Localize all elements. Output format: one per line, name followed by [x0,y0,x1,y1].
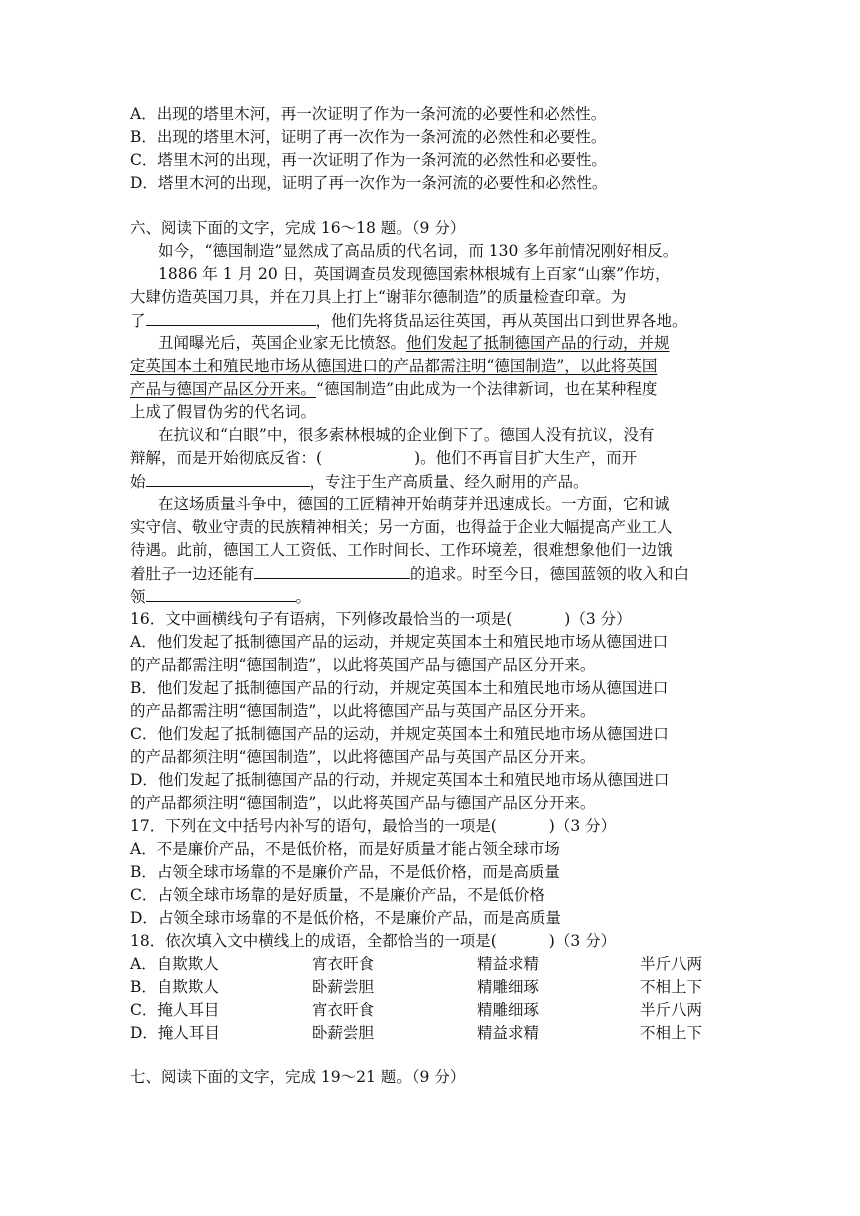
passage-text: 领 [130,588,146,606]
passage-text: ，专注于生产高质量、经久耐用的产品。 [309,473,589,491]
passage-text: 着肚子一边还能有 [130,565,255,583]
idiom-cell: 精雕细琢 [477,978,540,996]
passage-line [130,378,657,400]
prev-option-d: D．塔里木河的出现，证明了再一次作为一条河流的必要性和必然性。 [130,174,608,192]
idiom-cell: 卧薪尝胆 [312,978,375,996]
idiom-cell: 半斤八两 [640,1001,703,1019]
passage-line: 如今，“德国制造”显然成了高品质的代名词，而 130 多年前情况刚好相反。 [158,242,679,260]
passage-line: 实守信、敬业守责的民族精神相关；另一方面，也得益于企业大幅提高产业工人 [130,518,673,536]
question-18-stem [130,930,616,952]
fill-blank-4[interactable] [146,585,296,602]
passage-line [130,355,657,377]
idiom-cell: 宵衣旰食 [312,1001,375,1019]
idiom-cell: 宵衣旰食 [312,955,375,973]
passage-text: 始 [130,473,146,491]
passage-line [130,562,689,584]
q16-option-line: 的产品都须注明“德国制造”，以此将英国产品与德国产品区分开来。 [130,794,596,812]
passage-line [158,332,670,354]
idiom-cell: D．掩人耳目 [130,1024,220,1042]
prev-option-a: A．出现的塔里木河，再一次证明了作为一条河流的必要性和必然性。 [130,105,607,123]
passage-text: )。他们不再盲目扩大生产，而开 [414,449,638,467]
passage-line [130,585,311,607]
q17-option-a: A．不是廉价产品，不是低价格，而是好质量才能占领全球市场 [130,840,560,858]
fill-blank-3[interactable] [254,562,410,579]
passage-line [130,447,637,469]
q16-option-line: 的产品都需注明“德国制造”，以此将英国产品与德国产品区分开来。 [130,656,596,674]
idiom-cell: 精雕细琢 [477,1001,540,1019]
q16-option-line: 的产品都需注明“德国制造”，以此将德国产品与英国产品区分开来。 [130,702,596,720]
q16-option-line: 的产品都须注明“德国制造”，以此将德国产品与英国产品区分开来。 [130,748,596,766]
prev-option-b: B．出现的塔里木河，证明了再一次作为一条河流的必然性和必要性。 [130,128,607,146]
q16-option-line: A．他们发起了抵制德国产品的运动，并规定英国本土和殖民地市场从德国进口 [130,633,669,651]
idiom-cell: 精益求精 [477,1024,540,1042]
question-score: )（3 分） [548,932,617,950]
passage-text: ，他们先将货品运往英国，再从英国出口到世界各地。 [315,312,688,330]
underlined-sentence: 他们发起了抵制德国产品的行动，并规 [406,334,670,352]
q16-option-line: B．他们发起了抵制德国产品的行动，并规定英国本土和殖民地市场从德国进口 [130,679,669,697]
question-score: )（3 分） [564,610,632,628]
question-text: 18．依次填入文中横线上的成语，全都恰当的一项是( [130,932,497,950]
fill-blank-1[interactable] [146,309,316,326]
idiom-cell: 精益求精 [477,955,540,973]
passage-line: 待遇。此前，德国工人工资低、工作时间长、工作环境差，很难想象他们一边饿 [130,541,673,559]
passage-text: 丑闻曝光后，英国企业家无比愤怒。 [158,334,407,352]
passage-text: 的追求。时至今日，德国蓝领的收入和白 [410,565,690,583]
passage-text: “德国制造”由此成为一个法律新词，也在某种程度 [316,380,658,398]
q16-option-line: D．他们发起了抵制德国产品的行动，并规定英国本土和殖民地市场从德国进口 [130,771,670,789]
section-6-heading: 六、阅读下面的文字，完成 16～18 题。（9 分） [130,219,466,237]
question-17-stem [130,815,616,837]
q17-option-c: C．占领全球市场靠的是好质量，不是廉价产品，不是低价格 [130,886,545,904]
idiom-cell: 半斤八两 [640,955,703,973]
idiom-cell: 卧薪尝胆 [312,1024,375,1042]
passage-line [130,470,589,492]
passage-line: 上成了假冒伪劣的代名词。 [130,403,317,421]
passage-line [130,309,688,331]
fill-blank-2[interactable] [146,470,310,487]
question-text: 17．下列在文中括号内补写的语句，最恰当的一项是( [130,817,497,835]
idiom-cell: B．自欺欺人 [130,978,219,996]
underlined-sentence: 产品与德国产品区分开来。 [130,380,317,398]
section-7-heading: 七、阅读下面的文字，完成 19～21 题。（9 分） [130,1068,466,1086]
underlined-sentence: 定英国本土和殖民地市场从德国进口的产品都需注明“德国制造”，以此将英国 [130,357,658,375]
passage-text: 了 [130,312,146,330]
passage-line: 在这场质量斗争中，德国的工匠精神开始萌芽并迅速成长。一方面，它和诚 [158,495,670,513]
idiom-cell: A．自欺欺人 [130,955,219,973]
question-16-stem [130,608,632,630]
q18-option-d [130,1022,730,1044]
q18-option-c [130,999,730,1021]
q18-option-b [130,976,730,998]
idiom-cell: 不相上下 [640,1024,703,1042]
passage-line: 大肆仿造英国刀具，并在刀具上打上“谢菲尔德制造”的质量检查印章。为 [130,288,627,306]
passage-line: 在抗议和“白眼”中，很多索林根城的企业倒下了。德国人没有抗议，没有 [158,426,655,444]
idiom-cell: 不相上下 [640,978,703,996]
q17-option-d: D．占领全球市场靠的不是低价格，不是廉价产品，而是高质量 [130,909,561,927]
prev-option-c: C．塔里木河的出现，再一次证明了作为一条河流的必然性和必要性。 [130,151,607,169]
passage-text: 辩解，而是开始彻底反省：( [130,449,323,467]
question-score: )（3 分） [548,817,617,835]
passage-line: 1886 年 1 月 20 日，英国调查员发现德国索林根城有上百家“山寨”作坊， [158,265,671,283]
idiom-cell: C．掩人耳目 [130,1001,220,1019]
q17-option-b: B．占领全球市场靠的不是廉价产品，不是低价格，而是高质量 [130,863,560,881]
passage-text: 。 [295,588,312,606]
q16-option-line: C．他们发起了抵制德国产品的运动，并规定英国本土和殖民地市场从德国进口 [130,725,669,743]
q18-option-a [130,953,730,975]
question-text: 16．文中画横线句子有语病，下列修改最恰当的一项是( [130,610,513,628]
